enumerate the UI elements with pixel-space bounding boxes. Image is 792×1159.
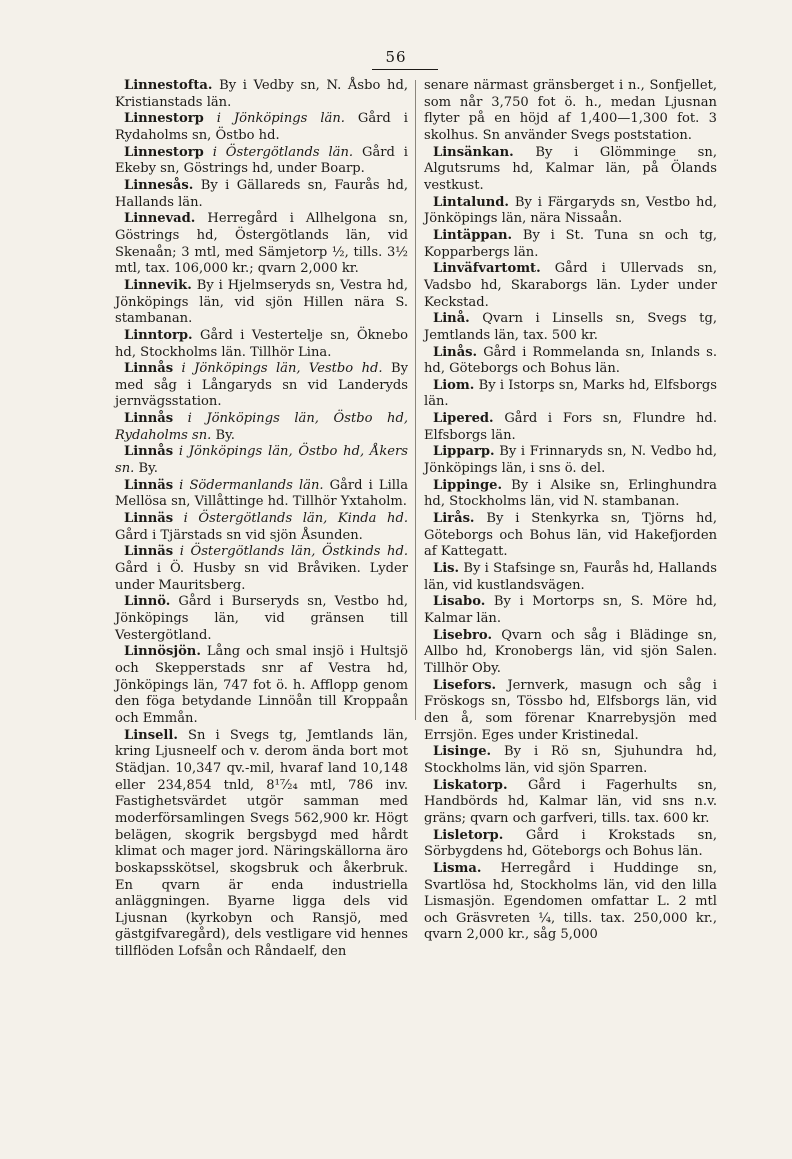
entry-headword: Lisma. xyxy=(433,860,482,876)
entry-text: Qvarn i Linsells sn, Svegs tg, Jemtlands län, tax. 500 kr. xyxy=(424,311,717,343)
entry-text: By i Mortorps sn, S. Möre hd, Kalmar län. xyxy=(424,594,717,626)
entry-headword: Lintäppan. xyxy=(433,227,513,243)
column-divider xyxy=(415,80,416,720)
entry-text: Jernverk, masugn och såg i Fröskogs sn, Tössbo hd, Elfsborgs län, vid den å, som förenar Knarrebysjön med Errsjön. Eges under Kristinedal. xyxy=(424,677,717,743)
entry-headword: Lisinge. xyxy=(433,744,492,760)
dictionary-entry xyxy=(115,211,408,278)
dictionary-entry xyxy=(115,111,408,144)
entry-text: senare närmast gränsberget i n., Sonfjellet, som når 3,750 fot ö. h., medan Ljusnan flyter på en höjd af 1,400—1,300 fot. 3 skolhus. Sn använder Svegs poststation. xyxy=(424,78,717,143)
entry-qualifier: i Jönköpings län, Vestbo hd. xyxy=(181,361,383,377)
entry-text: Gård i Ö. Husby sn vid Bråviken. Lyder under Mauritsberg. xyxy=(115,561,408,593)
dictionary-entry xyxy=(115,728,408,961)
entry-qualifier: i Jönköpings län, Östbo hd, Åkers sn. xyxy=(115,444,408,477)
dictionary-entry xyxy=(424,78,717,145)
dictionary-entry xyxy=(115,594,408,644)
entry-text: By i Gällareds sn, Faurås hd, Hallands län. xyxy=(115,177,408,210)
right-column xyxy=(424,78,717,944)
entry-text: By i Stafsinge sn, Faurås hd, Hallands län, vid kustlandsvägen. xyxy=(424,561,717,593)
entry-headword: Liom. xyxy=(433,377,475,393)
page-number: 56 xyxy=(385,48,407,66)
entry-text: Gård i Rommelanda sn, Inlands s. hd, Göteborgs och Bohus län. xyxy=(424,344,717,377)
dictionary-entry xyxy=(424,744,717,777)
entry-headword: Linå. xyxy=(433,311,470,327)
entry-headword: Linnås xyxy=(124,444,174,460)
entry-headword: Linnö. xyxy=(124,594,171,610)
entry-text: By i Rö sn, Sjuhundra hd, Stockholms län, vid sjön Sparren. xyxy=(424,744,717,776)
entry-text: Gård i Fagerhults sn, Handbörds hd, Kalmar län, vid sns n.v. gräns; qvarn och garfveri, tills. tax. 600 kr. xyxy=(424,777,717,826)
entry-text: Gård i Tjärstads sn vid sjön Åsunden. xyxy=(115,527,363,543)
entry-headword: Lippinge. xyxy=(433,477,503,493)
entry-text: Herregård i Huddinge sn, Svartlösa hd, Stockholms län, vid den lilla Lismasjön. Egendomen omfattar L. 2 mtl och Gräsvreten ¼, tills. tax. 250,000 kr., qvarn 2,000 kr., såg 5,000 xyxy=(424,860,717,943)
dictionary-entry xyxy=(424,478,717,511)
entry-headword: Liskatorp. xyxy=(433,777,508,793)
dictionary-entry xyxy=(424,261,717,311)
dictionary-entry xyxy=(424,195,717,228)
dictionary-entry xyxy=(424,311,717,344)
entry-headword: Lirås. xyxy=(433,511,475,527)
entry-headword: Linsell. xyxy=(124,727,178,743)
dictionary-entry xyxy=(115,444,408,477)
dictionary-entry xyxy=(115,511,408,544)
dictionary-entry xyxy=(424,145,717,195)
entry-text: By. xyxy=(138,461,158,477)
entry-headword: Linsänkan. xyxy=(433,144,514,160)
entry-text: Gård i Lilla Mellösa sn, Villåttinge hd. Tillhör Yxtaholm. xyxy=(115,477,408,510)
dictionary-entry xyxy=(115,278,408,328)
dictionary-entry xyxy=(115,644,408,727)
entry-headword: Linnäs xyxy=(124,544,174,560)
dictionary-entry xyxy=(115,411,408,444)
left-column xyxy=(115,78,408,961)
dictionary-entry xyxy=(115,361,408,411)
entry-qualifier: i Östergötlands län. xyxy=(212,144,354,160)
entry-text: Gård i Ekeby sn, Göstrings hd, under Boarp. xyxy=(115,144,408,177)
entry-headword: Linnestorp xyxy=(124,111,204,127)
entry-headword: Linås. xyxy=(433,344,478,360)
entry-headword: Lipparp. xyxy=(433,444,495,460)
entry-headword: Lisefors. xyxy=(433,677,497,693)
entry-headword: Linnestofta. xyxy=(124,78,213,93)
entry-headword: Lis. xyxy=(433,561,460,577)
entry-qualifier: i Östergötlands län, Kinda hd. xyxy=(183,511,408,527)
entry-headword: Linntorp. xyxy=(124,327,193,343)
entry-text: By i St. Tuna sn och tg, Kopparbergs län. xyxy=(424,227,717,260)
dictionary-entry xyxy=(424,345,717,378)
entry-headword: Linnevad. xyxy=(124,211,196,227)
dictionary-entry xyxy=(424,828,717,861)
entry-headword: Linväfvartomt. xyxy=(433,261,541,277)
entry-qualifier: i Jönköpings län, Östbo hd, Rydaholms sn. xyxy=(115,411,408,443)
dictionary-entry xyxy=(424,861,717,944)
entry-headword: Linnås xyxy=(124,361,174,377)
entry-text: Herregård i Allhelgona sn, Göstrings hd, Östergötlands län, vid Skenaån; 3 mtl, med Sämjetorp ½, tills. 3½ mtl, tax. 106,000 kr.; qvarn 2,000 kr. xyxy=(115,211,408,277)
entry-text: By i Färgaryds sn, Vestbo hd, Jönköpings län, nära Nissaån. xyxy=(424,194,718,227)
entry-headword: Linnevik. xyxy=(124,277,192,293)
dictionary-entry xyxy=(115,478,408,511)
entry-text: Gård i Ullervads sn, Vadsbo hd, Skaraborgs län. Lyder under Keckstad. xyxy=(424,261,717,310)
dictionary-entry xyxy=(424,678,717,745)
entry-text: By i Vedby sn, N. Åsbo hd, Kristianstads län. xyxy=(115,78,408,110)
entry-headword: Lintalund. xyxy=(433,194,509,210)
dictionary-entry xyxy=(424,628,717,678)
entry-text: Gård i Fors sn, Flundre hd. Elfsborgs län. xyxy=(424,411,717,443)
header-rule xyxy=(372,69,438,70)
entry-text: By i Hjelmseryds sn, Vestra hd, Jönköpings län, vid sjön Hillen nära S. stambanan. xyxy=(115,277,408,327)
dictionary-entry xyxy=(424,444,717,477)
entry-headword: Linnestorp xyxy=(124,144,204,160)
entry-text: By i Alsike sn, Erlinghundra hd, Stockholms län, vid N. stambanan. xyxy=(424,477,717,510)
dictionary-entry xyxy=(424,411,717,444)
entry-headword: Linnås xyxy=(124,411,174,427)
entry-text: Gård i Rydaholms sn, Östbo hd. xyxy=(115,111,408,143)
entry-text: By i Frinnaryds sn, N. Vedbo hd, Jönköpings län, i sns ö. del. xyxy=(424,444,717,477)
dictionary-entry xyxy=(424,594,717,627)
dictionary-entry xyxy=(115,145,408,178)
entry-text: Lång och smal insjö i Hultsjö och Skepperstads snr af Vestra hd, Jönköpings län, 747 fot ö. h. Afflopp genom den föga betydande Linnöån till Kroppaån och Emmån. xyxy=(115,644,408,726)
dictionary-entry xyxy=(424,378,717,411)
dictionary-entry xyxy=(115,78,408,111)
entry-text: Gård i Krokstads sn, Sörbygdens hd, Göteborgs och Bohus län. xyxy=(424,827,717,860)
entry-text: Qvarn och såg i Blädinge sn, Allbo hd, Kronobergs län, vid sjön Salen. Tillhör Oby. xyxy=(424,627,717,676)
entry-qualifier: i Jönköpings län. xyxy=(216,111,345,127)
entry-text: Gård i Burseryds sn, Vestbo hd, Jönköpings län, vid gränsen till Vestergötland. xyxy=(115,594,408,643)
dictionary-entry xyxy=(115,544,408,594)
entry-text: By i Glömminge sn, Algutsrums hd, Kalmar län, på Ölands vestkust. xyxy=(424,144,718,193)
entry-text: Gård i Vestertelje sn, Öknebo hd, Stockholms län. Tillhör Lina. xyxy=(115,327,408,360)
entry-text: By i Istorps sn, Marks hd, Elfsborgs län. xyxy=(424,377,717,410)
entry-text: By med såg i Långaryds sn vid Landeryds jernvägsstation. xyxy=(115,361,408,410)
dictionary-entry xyxy=(424,561,717,594)
entry-headword: Lisebro. xyxy=(433,627,492,643)
entry-headword: Lisletorp. xyxy=(433,827,504,843)
entry-qualifier: i Östergötlands län, Östkinds hd. xyxy=(179,544,408,560)
entry-headword: Lisabo. xyxy=(433,594,486,610)
entry-text: By. xyxy=(215,427,235,443)
dictionary-entry xyxy=(115,178,408,211)
dictionary-entry xyxy=(424,511,717,561)
entry-headword: Linnäs xyxy=(124,511,174,527)
dictionary-entry xyxy=(424,778,717,828)
entry-headword: Linnösjön. xyxy=(124,644,201,660)
entry-qualifier: i Södermanlands län. xyxy=(179,477,324,493)
dictionary-entry xyxy=(424,228,717,261)
entry-text: Sn i Svegs tg, Jemtlands län, kring Ljusneelf och v. derom ända bort mot Städjan. 10,347 qv.-mil, hvaraf land 10,148 eller 234,854 tnld, 8¹⁷⁄₂₄ mtl, 786 inv. Fastighetsvärdet utgör samman med moderförsamlingen Svegs 562,900 kr. Högt belägen, skogrik bergsbygd med hårdt klimat och mager jord. Näringskällorna äro boskapsskötsel, skogsbruk och åkerbruk. En qvarn är enda industriella anläggningen. Byarne ligga dels vid Ljusnan (kyrkobyn och Ransjö, med gästgifvaregård), dels vestligare vid hennes tillflöden Lofsån och Råndaelf, den xyxy=(115,727,409,960)
entry-headword: Linnesås. xyxy=(124,177,194,193)
entry-text: By i Stenkyrka sn, Tjörns hd, Göteborgs och Bohus län, vid Hakefjorden af Kattegatt. xyxy=(424,511,717,560)
entry-headword: Lipered. xyxy=(433,411,494,427)
entry-headword: Linnäs xyxy=(124,477,174,493)
dictionary-entry xyxy=(115,328,408,361)
